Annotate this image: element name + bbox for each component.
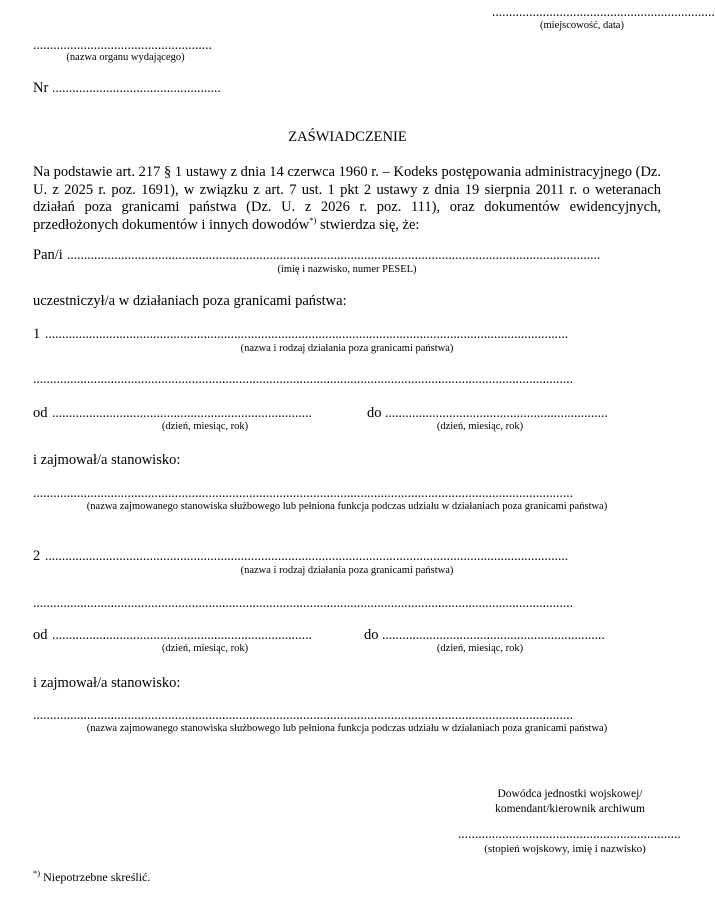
position-caption: (nazwa zajmowanego stanowiska służbowego lub pełniona funkcja podczas udziału w działaniach poza granicami państwa) <box>86 501 608 512</box>
person-caption: (imię i nazwisko, numer PESEL) <box>277 264 417 275</box>
footnote <box>33 870 150 885</box>
intro-footnote-marker: *) <box>309 214 317 225</box>
from-date-caption: (dzień, miesiąc, rok) <box>161 643 249 654</box>
from-date-field[interactable]: ............................................................................. <box>52 627 312 642</box>
to-date-caption: (dzień, miesiąc, rok) <box>436 421 524 432</box>
footnote-text: Niepotrzebne skreślić. <box>40 870 151 884</box>
from-label: od <box>33 405 48 421</box>
operation-name-caption: (nazwa i rodzaj działania poza granicami państwa) <box>240 343 454 354</box>
place-date-caption: (miejscowość, data) <box>540 20 624 31</box>
position-label: i zajmował/a stanowisko: <box>33 452 181 468</box>
signatory-role-line1: Dowódca jednostki wojskowej/ <box>497 788 643 800</box>
intro-paragraph <box>33 164 661 234</box>
entry-number: 2 <box>33 548 41 564</box>
page-title: ZAŚWIADCZENIE <box>288 129 407 145</box>
to-date-caption: (dzień, miesiąc, rok) <box>436 643 524 654</box>
signatory-role-line2: komendant/kierownik archiwum <box>495 803 645 815</box>
signature-caption: (stopień wojskowy, imię i nazwisko) <box>484 843 646 855</box>
intro-tail: stwierdza się, że: <box>316 216 420 233</box>
place-date-field[interactable]: .................................................................. <box>492 4 715 19</box>
to-date-field[interactable]: .................................................................. <box>385 405 608 420</box>
issuer-caption: (nazwa organu wydającego) <box>66 52 185 63</box>
from-label: od <box>33 627 48 643</box>
number-label: Nr <box>33 80 49 96</box>
operation-name-field[interactable]: ........................................................................................................................................................... <box>45 326 569 341</box>
from-date-caption: (dzień, miesiąc, rok) <box>161 421 249 432</box>
issuer-field[interactable]: ..................................................... <box>33 37 212 52</box>
participated-label: uczestniczył/a w działaniach poza granicami państwa: <box>33 293 347 309</box>
operation-name-caption: (nazwa i rodzaj działania poza granicami państwa) <box>240 565 454 576</box>
position-field[interactable]: ................................................................................................................................................................ <box>33 485 573 500</box>
entry-number: 1 <box>33 326 41 342</box>
position-field[interactable]: ................................................................................................................................................................ <box>33 707 573 722</box>
number-field[interactable]: .................................................. <box>52 80 221 95</box>
intro-text: Na podstawie art. 217 § 1 ustawy z dnia 14 czerwca 1960 r. – Kodeks postępowania administracyjnego (Dz. U. z 2025 r. poz. 1691), w związku z art. 7 ust. 1 pkt 2 ustawy z dnia 19 sierpnia 2011 r. o weteranach działań poza granicami państwa (Dz. U. z 2026 r. poz. 111), oraz dokumentów ewidencyjnych, przedłożonych dokumentów i innych dowodów <box>33 164 661 233</box>
from-date-field[interactable]: ............................................................................. <box>52 405 312 420</box>
to-label: do <box>364 627 379 643</box>
person-label: Pan/i <box>33 247 63 263</box>
to-date-field[interactable]: .................................................................. <box>382 627 605 642</box>
operation-name-field[interactable]: ........................................................................................................................................................... <box>45 548 569 563</box>
operation-name-continuation-field[interactable]: ................................................................................................................................................................ <box>33 371 573 386</box>
position-caption: (nazwa zajmowanego stanowiska służbowego lub pełniona funkcja podczas udziału w działaniach poza granicami państwa) <box>86 723 608 734</box>
operation-name-continuation-field[interactable]: ................................................................................................................................................................ <box>33 595 573 610</box>
footnote-marker: *) <box>33 868 41 878</box>
person-field[interactable]: .............................................................................................................................................................. <box>67 247 601 262</box>
position-label: i zajmował/a stanowisko: <box>33 675 181 691</box>
signature-field[interactable]: .................................................................. <box>458 826 681 841</box>
to-label: do <box>367 405 382 421</box>
